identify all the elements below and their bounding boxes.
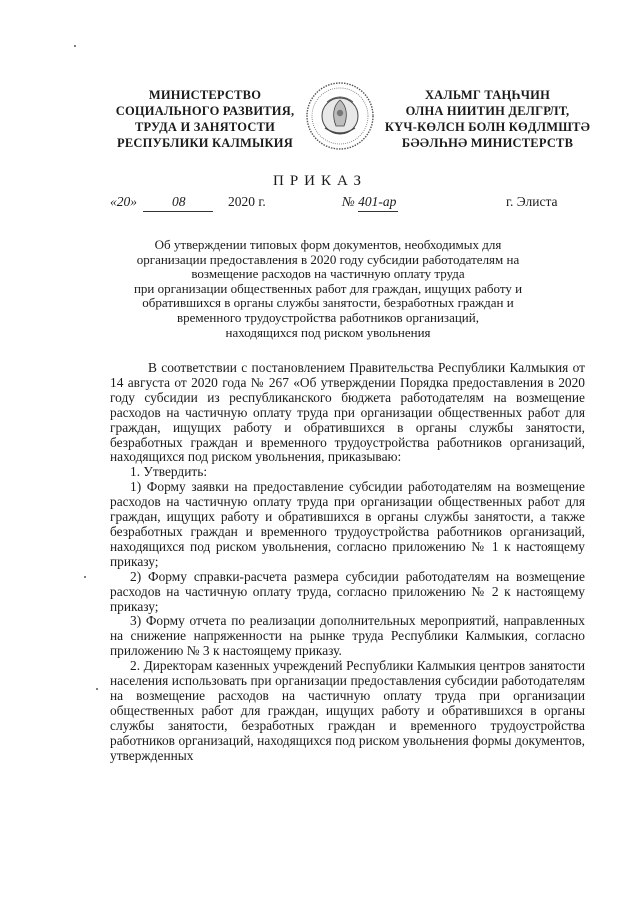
header-right-line: ОЛНА НИИТИН ДЕЛГРЛТ, [405,104,570,118]
ministry-name-russian [100,87,310,151]
title-line: временного трудоустройства работников организаций, [177,309,479,325]
scan-speck [96,688,98,690]
date-number-line [0,194,640,216]
order-title [108,238,548,340]
header-right-line: КҮЧ-КӨЛСН БОЛН КӨДЛМШТӘ [384,120,591,134]
header-left-line: ТРУДА И ЗАНЯТОСТИ [134,120,276,134]
date-day: «20» [110,194,137,209]
header-right-line: БӘӘЛҺНӘ МИНИСТЕРСТВ [401,136,574,150]
order-number: № 401-ар [342,194,397,209]
title-line: обратившихся в органы службы занятости, безработных граждан и [142,295,514,311]
header-right-line: ХАЛЬМГ ТАҢҺЧИН [424,88,551,102]
scan-speck [84,576,86,578]
item-1: 1. Утвердить: [130,464,208,480]
kalmykia-emblem-icon [303,78,377,154]
header-left-line: МИНИСТЕРСТВО [148,88,262,102]
order-body [110,361,585,763]
item-1-2: 2) Форму справки-расчета размера субсидии работодателям на возмещение расходов на частичную оплату труда, согласно приложению № 2 к настоящему приказу; [110,568,585,614]
header-left-line: СОЦИАЛЬНОГО РАЗВИТИЯ, [115,104,295,118]
city: г. Элиста [506,194,558,209]
header-left-line: РЕСПУБЛИКИ КАЛМЫКИЯ [117,136,293,150]
title-line: Об утверждении типовых форм документов, необходимых для [154,237,502,252]
number-underline [358,211,398,212]
title-line: при организации общественных работ для граждан, ищущих работу и [133,280,523,296]
ministry-name-kalmyk [375,87,600,151]
item-1-1: 1) Форму заявки на предоставление субсидии работодателям на возмещение расходов на частичную оплату труда при организации общественных работ для граждан, ищущих работу и обратившихся в органы службы занятости, а также безработных граждан и временного трудоустройства работников организаций, находящихся под риском увольнения, согласно приложению № 1 к настоящему приказу; [110,479,585,569]
preamble-paragraph: В соответствии с постановлением Правительства Республики Калмыкия от 14 августа от 2020 года № 267 «Об утверждении Порядка предоставления в 2020 году субсидии из республиканского бюджета работодателям на возмещение расходов на частичную оплату труда при организации общественных работ для граждан, ищущих работу и обратившихся в органы службы занятости, безработных граждан и временного трудоустройства работников организаций, находящихся под риском увольнения, приказываю: [110,360,585,465]
title-line: находящихся под риском увольнения [225,324,431,340]
item-2: 2. Директорам казенных учреждений Республики Калмыкия центров занятости населения использовать при организации предоставления субсидии работодателям на возмещение расходов на частичную оплату труда при организации общественных работ для граждан, ищущих работу и обратившихся в органы службы занятости, безработных граждан и временного трудоустройства работников организаций, находящихся под риском увольнения формы документов, утвержденных [110,658,585,763]
date-underline [143,211,213,212]
scan-speck [74,45,76,47]
document-type-title: ПРИКАЗ [273,173,367,189]
date-year: 2020 г. [228,194,266,209]
item-1-3: 3) Форму отчета по реализации дополнительных мероприятий, направленных на снижение напряженности на рынке труда Республики Калмыкия, согласно приложению № 3 к настоящему приказу. [110,613,585,659]
date-month: 08 [172,194,186,209]
title-line: возмещение расходов на частичную оплату труда [191,266,465,282]
title-line: организации предоставления в 2020 году субсидии работодателям на [136,251,520,267]
